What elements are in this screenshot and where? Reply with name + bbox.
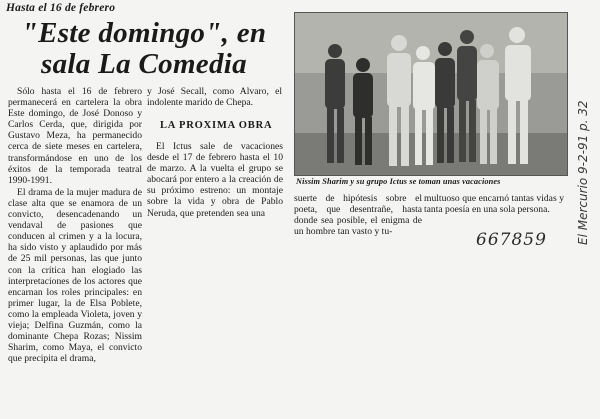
group-photo (294, 12, 568, 176)
photo-caption: Nissim Sharim y su grupo Ictus se toman unas vacaciones (296, 177, 501, 186)
paragraph: y José Secall, como Alvaro, el indolente marido de Chepa. (147, 86, 282, 109)
paragraph: El Ictus sale de vacaciones desde el 17 de febrero hasta el 10 de marzo. A la vuelta el grupo se abocará por entero a la creación de su próximo estreno: un montaje sobre la vida y obra de Pablo Neruda, que pretenden sea una (147, 141, 283, 219)
handwritten-note (570, 40, 596, 250)
photo-illustration (295, 13, 567, 175)
paragraph: El drama de la mujer madura de clase alta que se enamora de un convicto, desencadenando un vendaval de pasiones que conducen al crimen y a la locura, ha sido visto y aplaudido por más de 25 mil personas, las que junto con la crítica han elogiado las interpretaciones de los actores que encarnan los roles principales: en primer lugar, la de Elsa Poblete, como la empleada Violeta, joven y vieja; Delfina Guzmán, como la dominante Chepa Rozas; Nissim Sharim, como Maya, el convicto que precipita el drama, (8, 186, 142, 365)
article-column-1 (8, 86, 142, 419)
article-column-2 (147, 141, 283, 251)
headline-line-1: "Este domingo", en (21, 17, 267, 49)
section-title: LA PROXIMA OBRA (160, 120, 273, 131)
paragraph: Sólo hasta el 16 de febrero permanecerá en cartelera la obra Este domingo, de José Donoso y Carlos Cerda, que, dirigida por Gustavo Meza, ha permanecido cerca de siete meses en cartelera, transformándose en uno de los éxitos de la temporada teatral 1990-1991. (8, 86, 142, 186)
paragraph: suerte de hipótesis sobre el poeta, que desentrañe, hasta donde sea posible, el enigma de un hombre tan vasto y tu- (294, 193, 422, 238)
paragraph: multuoso que encarnó tantas vidas y tanta poesía en una sola persona. (424, 193, 564, 216)
kicker: Hasta el 16 de febrero (6, 2, 116, 14)
headline (8, 18, 280, 80)
headline-line-2: sala La Comedia (41, 48, 247, 80)
article-column-4 (424, 193, 564, 263)
archive-stamp: 667859 (476, 230, 547, 250)
article-column-3 (294, 193, 422, 263)
handwritten-note-text: El Mercurio 9-2-91 p. 32 (576, 100, 590, 245)
